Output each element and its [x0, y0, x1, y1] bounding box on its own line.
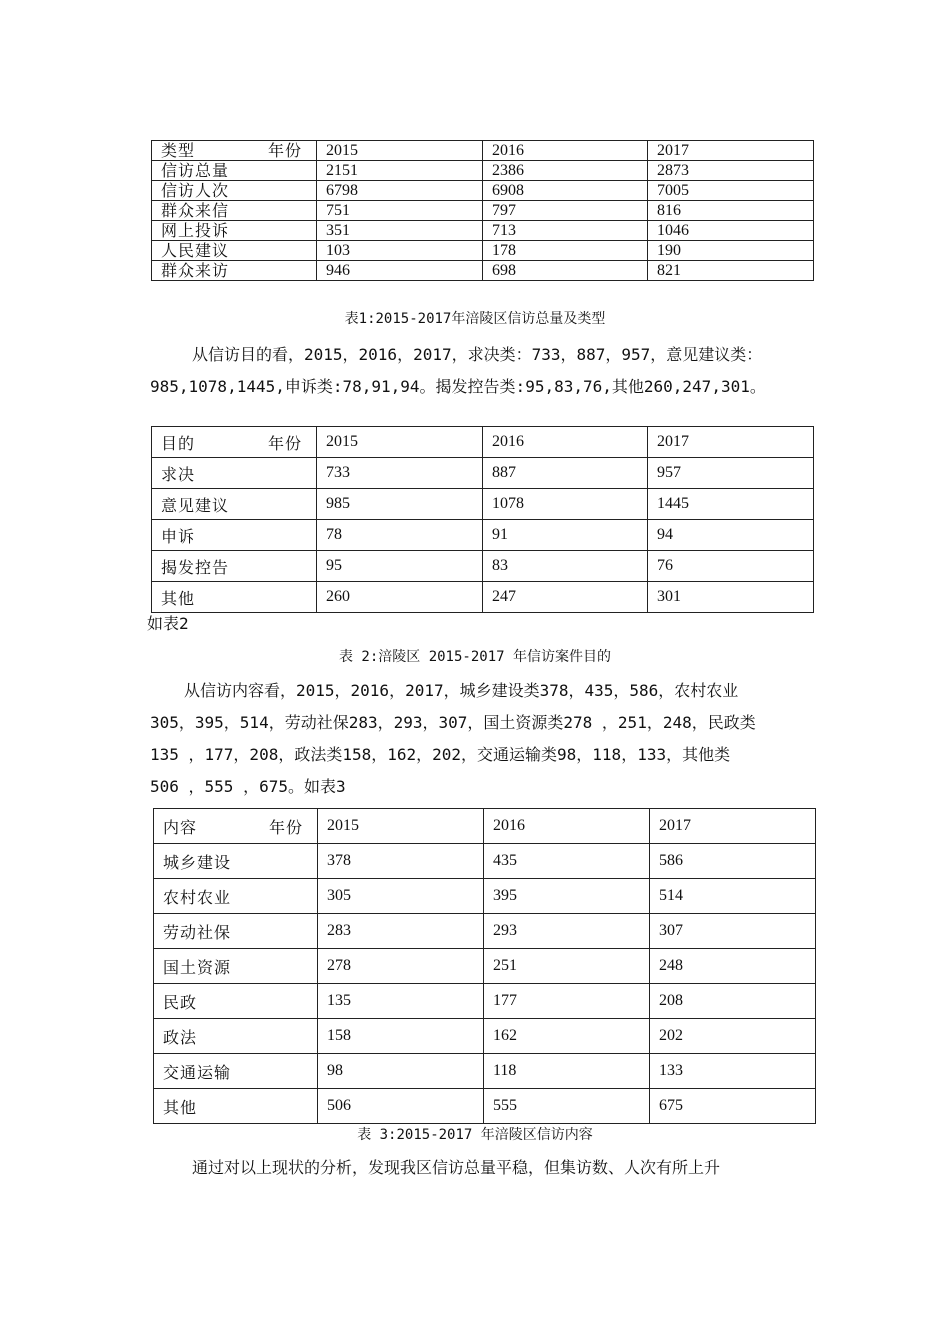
value-cell: 887 — [483, 458, 648, 489]
value-cell: 202 — [650, 1019, 816, 1054]
table-row — [154, 879, 816, 914]
value-cell: 514 — [650, 879, 816, 914]
value-cell: 208 — [650, 984, 816, 1019]
paragraph-line: 506 ，555 ，675。如表3 — [150, 777, 346, 796]
value-cell: 506 — [318, 1089, 484, 1124]
paragraph-purpose — [150, 339, 830, 403]
value-cell: 83 — [483, 551, 648, 582]
header-right-label: 年份 — [267, 141, 302, 160]
value-cell: 293 — [484, 914, 650, 949]
year-header-cell: 2015 — [317, 141, 483, 161]
table-row — [152, 161, 814, 181]
paragraph-line: 从信访内容看，2015，2016，2017，城乡建设类378，435，586，农村农业 — [184, 681, 739, 700]
row-label-cell: 农村农业 — [154, 879, 318, 914]
value-cell: 118 — [484, 1054, 650, 1089]
value-cell: 797 — [483, 201, 648, 221]
header-corner-cell — [152, 427, 317, 458]
value-cell: 162 — [484, 1019, 650, 1054]
value-cell: 1445 — [648, 489, 814, 520]
table-row — [154, 949, 816, 984]
table-row — [152, 489, 814, 520]
value-cell: 133 — [650, 1054, 816, 1089]
value-cell: 251 — [484, 949, 650, 984]
row-label-cell: 人民建议 — [152, 241, 317, 261]
row-label-cell: 网上投诉 — [152, 221, 317, 241]
table-row — [152, 582, 814, 613]
year-header-cell: 2017 — [648, 141, 814, 161]
year-header-cell: 2016 — [484, 809, 650, 844]
table-row — [154, 1019, 816, 1054]
header-left-label: 内容 — [163, 817, 198, 837]
header-right-label: 年份 — [268, 817, 303, 837]
value-cell: 713 — [483, 221, 648, 241]
table-row — [154, 984, 816, 1019]
year-header-cell: 2015 — [318, 809, 484, 844]
header-left-label: 目的 — [161, 433, 196, 453]
row-label-cell: 国土资源 — [154, 949, 318, 984]
year-header-cell: 2016 — [483, 141, 648, 161]
paragraph-line: 通过对以上现状的分析，发现我区信访总量平稳，但集访数、人次有所上升 — [192, 1158, 721, 1177]
value-cell: 2151 — [317, 161, 483, 181]
table-row — [152, 551, 814, 582]
value-cell: 260 — [317, 582, 483, 613]
table-row — [152, 201, 814, 221]
row-label-cell: 交通运输 — [154, 1054, 318, 1089]
value-cell: 751 — [317, 201, 483, 221]
table-row — [154, 844, 816, 879]
value-cell: 177 — [484, 984, 650, 1019]
row-label-cell: 申诉 — [152, 520, 317, 551]
header-corner-cell — [152, 141, 317, 161]
value-cell: 178 — [483, 241, 648, 261]
value-cell: 247 — [483, 582, 648, 613]
value-cell: 7005 — [648, 181, 814, 201]
value-cell: 283 — [318, 914, 484, 949]
value-cell: 103 — [317, 241, 483, 261]
value-cell: 78 — [317, 520, 483, 551]
table-1-types — [151, 140, 814, 281]
value-cell: 301 — [648, 582, 814, 613]
value-cell: 435 — [484, 844, 650, 879]
value-cell: 586 — [650, 844, 816, 879]
header-right-label: 年份 — [267, 433, 302, 453]
value-cell: 351 — [317, 221, 483, 241]
row-label-cell: 其他 — [154, 1089, 318, 1124]
paragraph-line: 135 ，177，208，政法类158，162，202，交通运输类98，118，133，其他类 — [150, 745, 731, 764]
table-row — [152, 458, 814, 489]
value-cell: 248 — [650, 949, 816, 984]
table-1-caption: 表1:2015-2017年涪陵区信访总量及类型 — [344, 311, 606, 327]
row-label-cell: 民政 — [154, 984, 318, 1019]
row-label-cell: 信访人次 — [152, 181, 317, 201]
value-cell: 98 — [318, 1054, 484, 1089]
table-3-caption: 表 3:2015-2017 年涪陵区信访内容 — [357, 1127, 593, 1143]
table-row — [152, 181, 814, 201]
table-row — [154, 914, 816, 949]
row-label-cell: 其他 — [152, 582, 317, 613]
table-header-row — [152, 141, 814, 161]
value-cell: 94 — [648, 520, 814, 551]
value-cell: 733 — [317, 458, 483, 489]
table-2-note: 如表2 — [147, 614, 189, 633]
year-header-cell: 2015 — [317, 427, 483, 458]
paragraph-line: 985,1078,1445,申诉类:78,91,94。揭发控告类:95,83,76,其他260,247,301。 — [150, 377, 766, 396]
table-row — [154, 1054, 816, 1089]
table-header-row — [152, 427, 814, 458]
paragraph-line: 305，395，514，劳动社保283，293，307，国土资源类278 ，251，248，民政类 — [150, 713, 756, 732]
value-cell: 190 — [648, 241, 814, 261]
table-row — [152, 221, 814, 241]
year-header-cell: 2017 — [650, 809, 816, 844]
value-cell: 6798 — [317, 181, 483, 201]
row-label-cell: 劳动社保 — [154, 914, 318, 949]
value-cell: 698 — [483, 261, 648, 281]
table-row — [152, 241, 814, 261]
value-cell: 985 — [317, 489, 483, 520]
value-cell: 6908 — [483, 181, 648, 201]
value-cell: 305 — [318, 879, 484, 914]
value-cell: 816 — [648, 201, 814, 221]
value-cell: 158 — [318, 1019, 484, 1054]
value-cell: 135 — [318, 984, 484, 1019]
row-label-cell: 揭发控告 — [152, 551, 317, 582]
year-header-cell: 2017 — [648, 427, 814, 458]
value-cell: 91 — [483, 520, 648, 551]
row-label-cell: 信访总量 — [152, 161, 317, 181]
value-cell: 1046 — [648, 221, 814, 241]
row-label-cell: 城乡建设 — [154, 844, 318, 879]
value-cell: 307 — [650, 914, 816, 949]
row-label-cell: 求决 — [152, 458, 317, 489]
row-label-cell: 意见建议 — [152, 489, 317, 520]
value-cell: 378 — [318, 844, 484, 879]
row-label-cell: 群众来访 — [152, 261, 317, 281]
row-label-cell: 群众来信 — [152, 201, 317, 221]
paragraph-line: 从信访目的看，2015，2016，2017，求决类：733，887，957，意见建议类： — [192, 345, 763, 364]
value-cell: 555 — [484, 1089, 650, 1124]
table-row — [152, 261, 814, 281]
value-cell: 278 — [318, 949, 484, 984]
table-header-row — [154, 809, 816, 844]
value-cell: 675 — [650, 1089, 816, 1124]
value-cell: 821 — [648, 261, 814, 281]
paragraph-content — [150, 675, 810, 803]
year-header-cell: 2016 — [483, 427, 648, 458]
value-cell: 946 — [317, 261, 483, 281]
value-cell: 395 — [484, 879, 650, 914]
value-cell: 76 — [648, 551, 814, 582]
table-row — [152, 520, 814, 551]
table-2-purpose — [151, 426, 814, 613]
row-label-cell: 政法 — [154, 1019, 318, 1054]
value-cell: 1078 — [483, 489, 648, 520]
value-cell: 2873 — [648, 161, 814, 181]
header-left-label: 类型 — [161, 141, 196, 160]
header-corner-cell — [154, 809, 318, 844]
value-cell: 2386 — [483, 161, 648, 181]
table-row — [154, 1089, 816, 1124]
paragraph-analysis — [150, 1152, 830, 1184]
table-3-content — [153, 808, 816, 1124]
value-cell: 95 — [317, 551, 483, 582]
value-cell: 957 — [648, 458, 814, 489]
table-2-caption: 表 2:涪陵区 2015-2017 年信访案件目的 — [338, 649, 611, 665]
